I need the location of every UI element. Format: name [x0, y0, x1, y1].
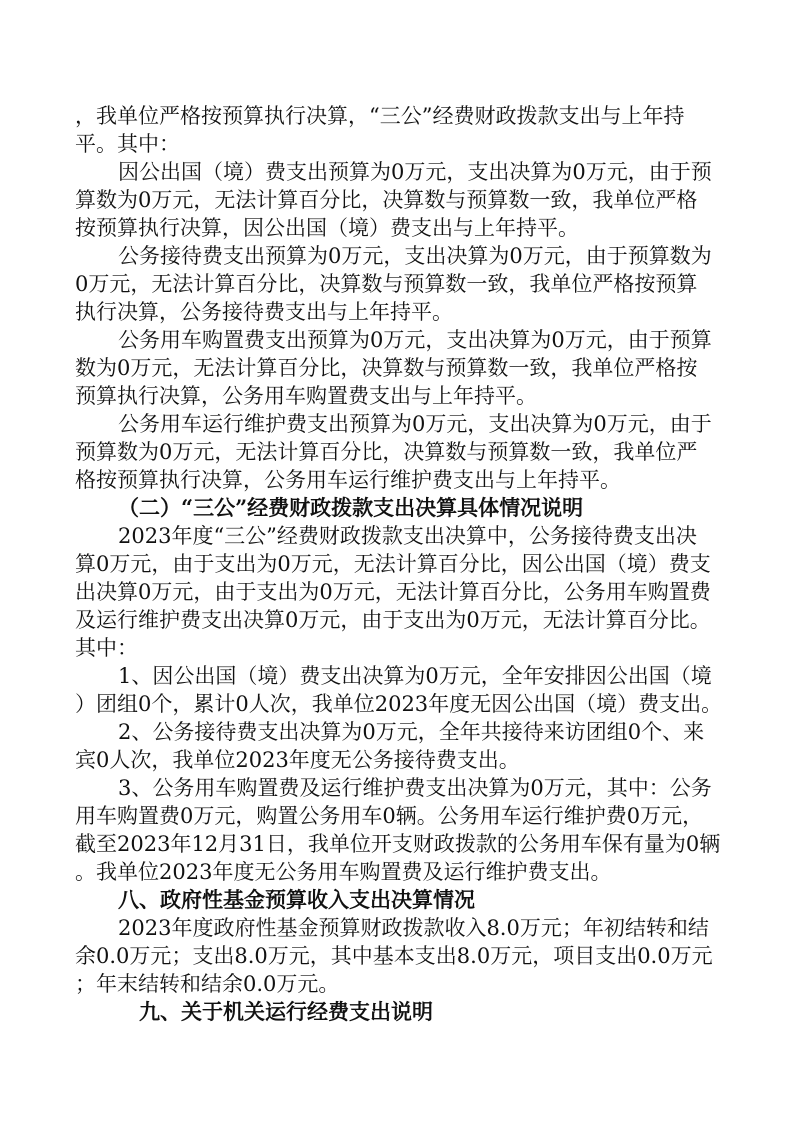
paragraph-line: 余0.0万元；支出8.0万元，其中基本支出8.0万元，项目支出0.0万元 [75, 944, 713, 968]
paragraph-line: 算数为0万元，无法计算百分比，决算数与预算数一致，我单位严格 [75, 188, 698, 212]
paragraph-line: 执行决算，公务接待费支出与上年持平。 [75, 300, 453, 324]
paragraph-line: 2023年度政府性基金预算财政拨款收入8.0万元；年初结转和结 [118, 916, 709, 940]
paragraph-line: 预算执行决算，公务用车购置费支出与上年持平。 [75, 384, 537, 408]
paragraph-line: ；年末结转和结余0.0万元。 [75, 972, 340, 996]
paragraph-line: 出决算0万元，由于支出为0万元，无法计算百分比，公务用车购置费 [75, 580, 711, 604]
paragraph-line: 公务用车购置费支出预算为0万元，支出决算为0万元，由于预算 [118, 328, 712, 352]
paragraph-line: 3、公务用车购置费及运行维护费支出决算为0万元，其中：公务 [118, 776, 712, 800]
paragraph-line: 0万元，无法计算百分比，决算数与预算数一致，我单位严格按预算 [75, 272, 698, 296]
paragraph-line: ）团组0个，累计0人次，我单位2023年度无因公出国（境）费支出。 [75, 692, 723, 716]
paragraph-line: 格按预算执行决算，公务用车运行维护费支出与上年持平。 [75, 468, 621, 492]
paragraph-line: 算0万元，由于支出为0万元，无法计算百分比，因公出国（境）费支 [75, 552, 711, 576]
paragraph-line: 用车购置费0万元，购置公务用车0辆。公务用车运行维护费0万元， [75, 804, 704, 828]
paragraph-line: 及运行维护费支出决算0万元，由于支出为0万元，无法计算百分比。 [75, 608, 711, 632]
paragraph-line: 平。其中： [75, 132, 180, 156]
paragraph-line: 1、因公出国（境）费支出决算为0万元，全年安排因公出国（境 [118, 664, 712, 688]
paragraph-line: 宾0人次，我单位2023年度无公务接待费支出。 [75, 748, 520, 772]
paragraph-line: 数为0万元，无法计算百分比，决算数与预算数一致，我单位严格按 [75, 356, 698, 380]
section-heading: 九、关于机关运行经费支出说明 [139, 999, 433, 1024]
section-heading: （二）“三公”经费财政拨款支出决算具体情况说明 [118, 495, 584, 520]
paragraph-line: 公务接待费支出预算为0万元，支出决算为0万元，由于预算数为 [118, 244, 712, 268]
paragraph-line: 截至2023年12月31日，我单位开支财政拨款的公务用车保有量为0辆 [75, 832, 721, 856]
paragraph-line: 。我单位2023年度无公务用车购置费及运行维护费支出。 [75, 860, 612, 884]
paragraph-line: 按预算执行决算，因公出国（境）费支出与上年持平。 [75, 216, 579, 240]
paragraph-line: 2、公务接待费支出决算为0万元，全年共接待来访团组0个、来 [118, 720, 705, 744]
paragraph-line: 2023年度“三公”经费财政拨款支出决算中，公务接待费支出决 [118, 524, 697, 548]
section-heading: 八、政府性基金预算收入支出决算情况 [118, 887, 475, 912]
paragraph-line: 公务用车运行维护费支出预算为0万元，支出决算为0万元，由于 [118, 412, 712, 436]
paragraph-line: ，我单位严格按预算执行决算，“三公”经费财政拨款支出与上年持 [75, 104, 685, 128]
paragraph-line: 其中： [75, 636, 138, 660]
paragraph-line: 因公出国（境）费支出预算为0万元，支出决算为0万元，由于预 [118, 160, 712, 184]
paragraph-line: 预算数为0万元，无法计算百分比，决算数与预算数一致，我单位严 [75, 440, 698, 464]
